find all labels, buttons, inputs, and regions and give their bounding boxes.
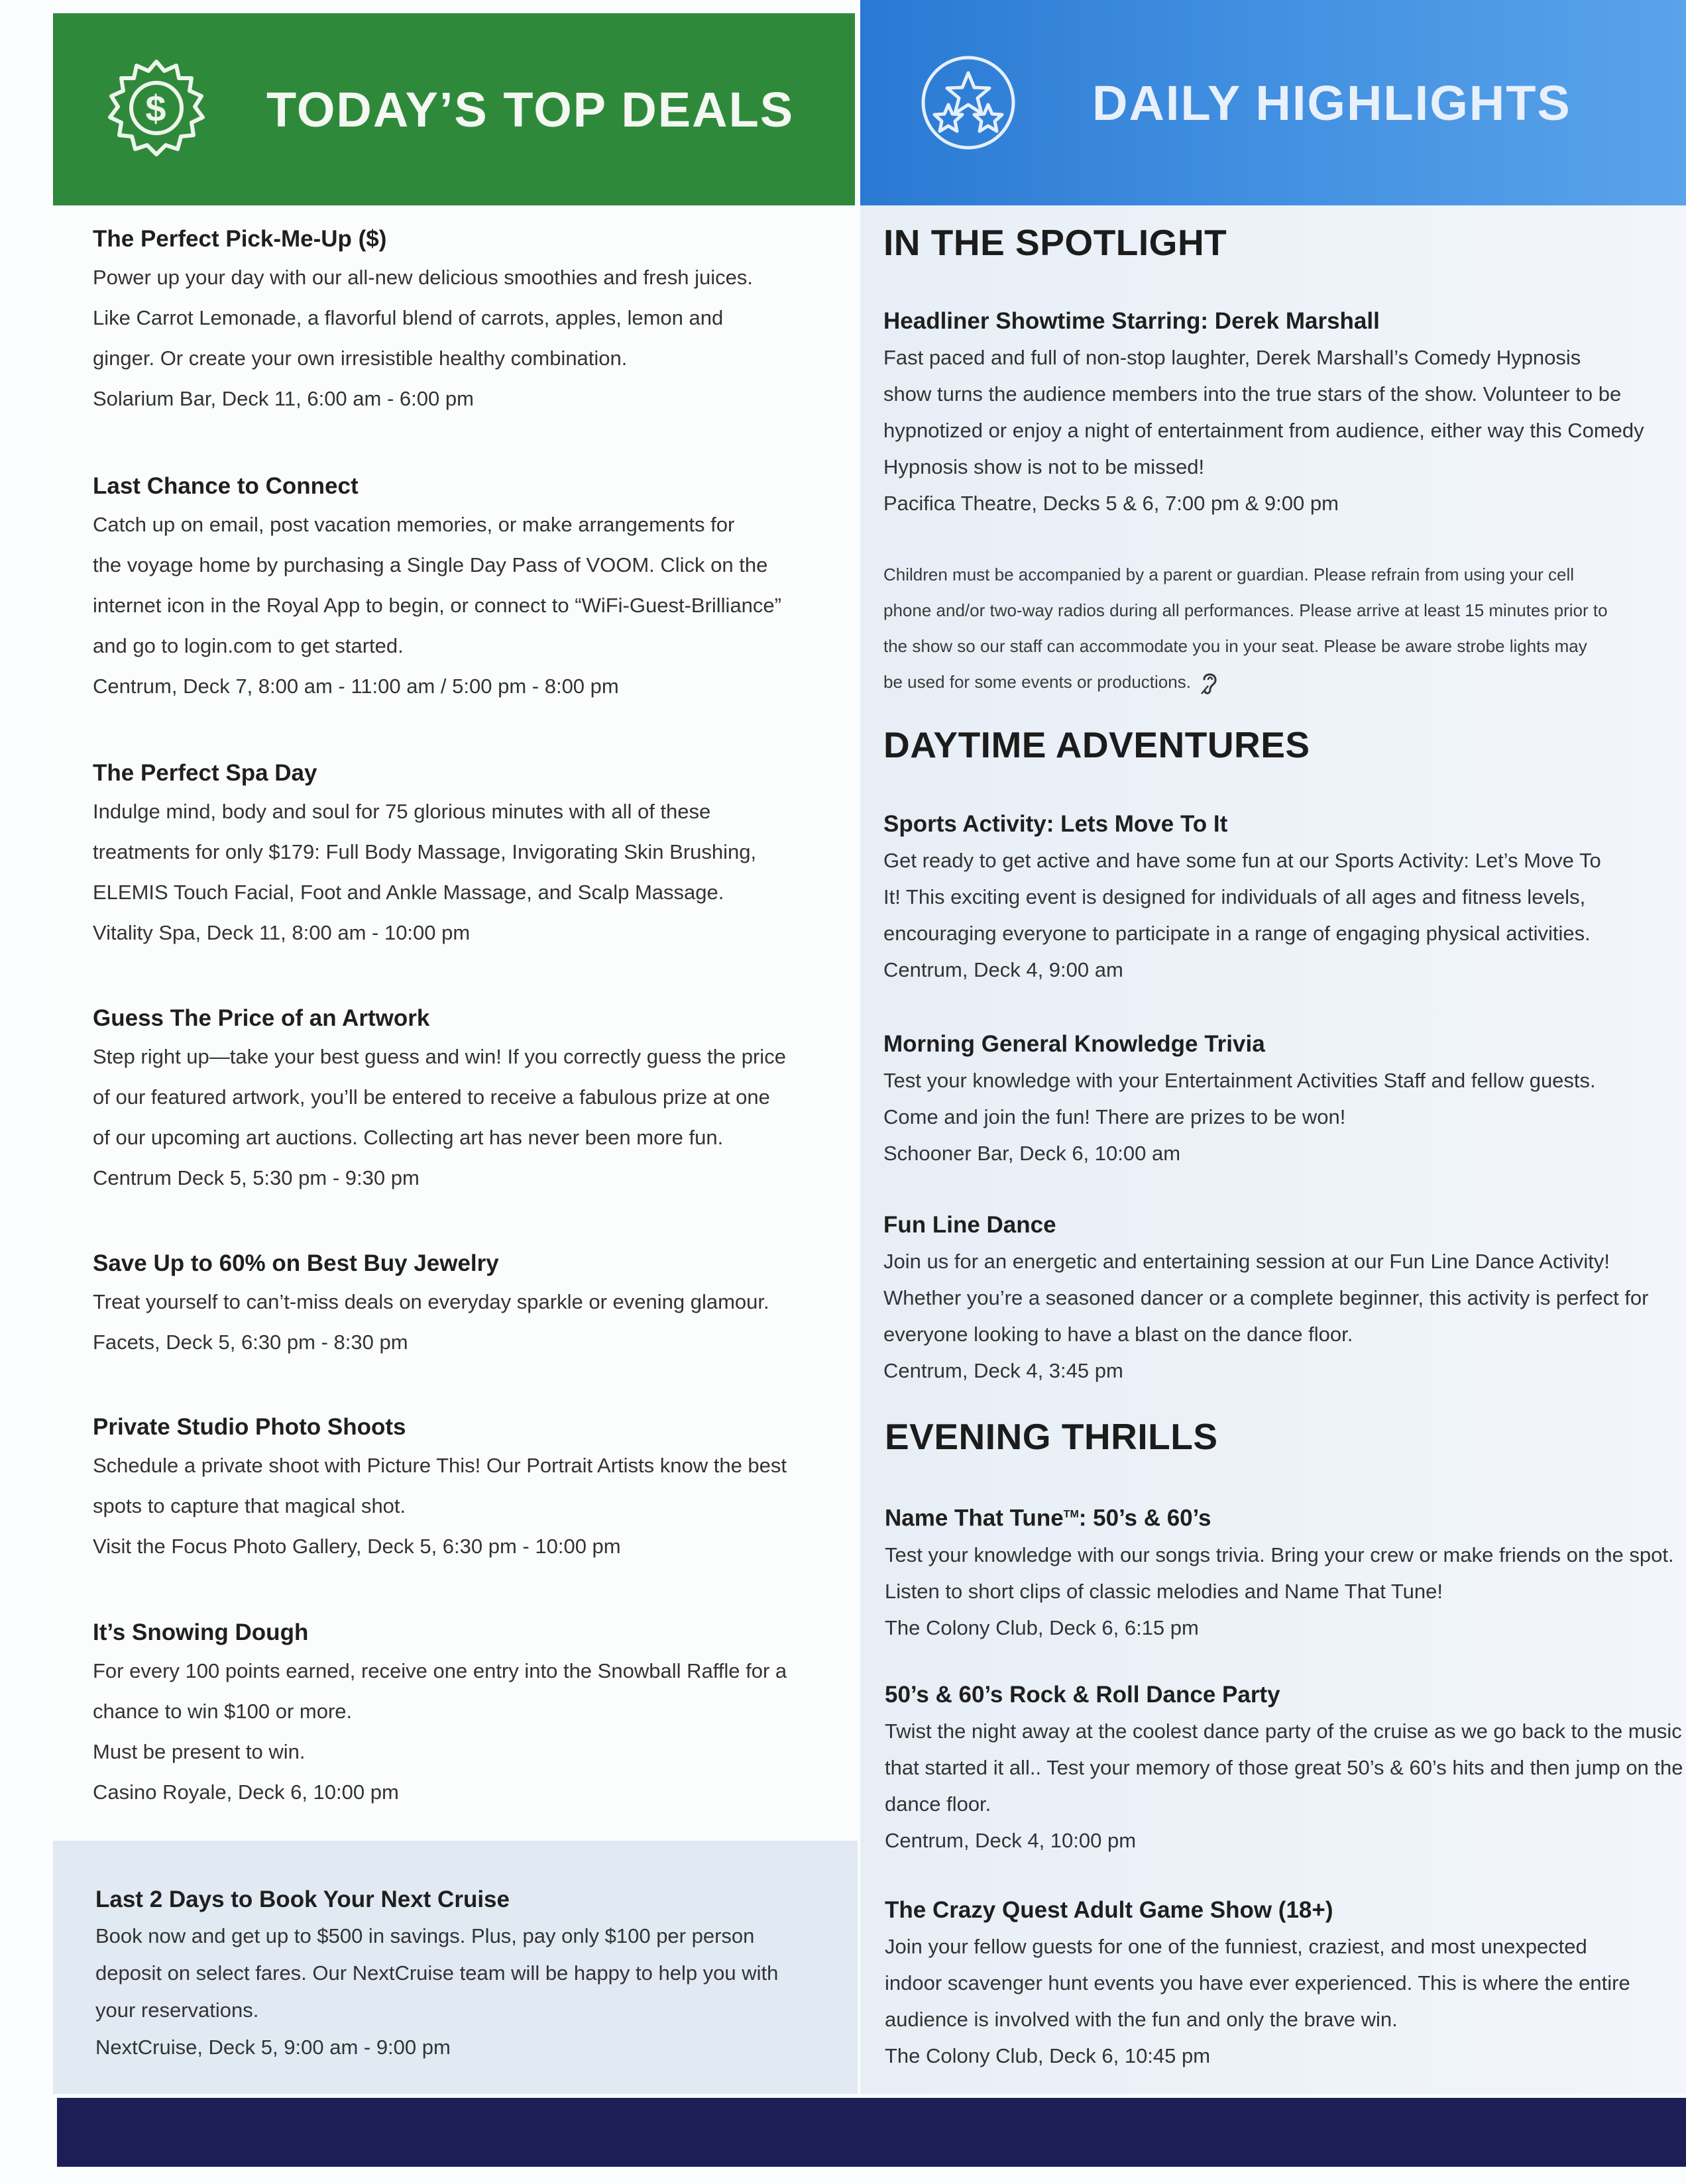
highlight-text: Hypnosis show is not to be missed! [883,455,1205,478]
trademark-mark: TM [1063,1509,1079,1520]
deal-text: treatments for only $179: Full Body Massage, Invigorating Skin Brushing, [93,840,757,863]
deal-text: For every 100 points earned, receive one entry into the Snowball Raffle for a [93,1659,787,1682]
highlight-title: Fun Line Dance [883,1212,1056,1238]
deal-text: of our upcoming art auctions. Collecting art has never been more fun. [93,1126,724,1149]
notice-text: Children must be accompanied by a parent or guardian. Please refrain from using your cell [883,565,1574,584]
highlight-location: Pacifica Theatre, Decks 5 & 6, 7:00 pm & 9:00 pm [883,492,1339,515]
highlights-header [860,0,1686,205]
svg-text:$: $ [145,87,168,129]
highlight-text: Test your knowledge with our songs trivia. Bring your crew or make friends on the spot. [885,1543,1674,1566]
highlight-text: Come and join the fun! There are prizes to be won! [883,1105,1346,1128]
deal-title: It’s Snowing Dough [93,1619,309,1645]
deal-location: Facets, Deck 5, 6:30 pm - 8:30 pm [93,1331,408,1354]
highlight-title: Headliner Showtime Starring: Derek Marshall [883,308,1380,334]
section-heading-evening: EVENING THRILLS [885,1416,1218,1457]
deal-text: deposit on select fares. Our NextCruise team will be happy to help you with [95,1961,779,1985]
deal-location: Centrum Deck 5, 5:30 pm - 9:30 pm [93,1166,420,1189]
deal-text: Like Carrot Lemonade, a flavorful blend of carrots, apples, lemon and [93,306,724,329]
highlight-text: show turns the audience members into the true stars of the show. Volunteer to be [883,382,1622,406]
highlight-location: Centrum, Deck 4, 3:45 pm [883,1359,1123,1382]
stars-circle-icon [919,53,1018,152]
deal-location: Casino Royale, Deck 6, 10:00 pm [93,1780,399,1804]
highlight-location: Schooner Bar, Deck 6, 10:00 am [883,1142,1181,1165]
highlight-text: that started it all.. Test your memory of those great 50’s & 60’s hits and then jump on the [885,1756,1683,1779]
section-heading-spotlight: IN THE SPOTLIGHT [883,222,1227,263]
deal-item [93,1617,787,1812]
footer-bar [57,2098,1686,2167]
highlights-header-title: DAILY HIGHLIGHTS [1092,75,1571,131]
highlight-location: Centrum, Deck 4, 10:00 pm [885,1829,1137,1852]
deal-text: Must be present to win. [93,1740,306,1763]
highlight-text: Twist the night away at the coolest dance party of the cruise as we go back to the music [885,1720,1682,1743]
notice-text: the show so our staff can accommodate you in your seat. Please be aware strobe lights may [883,636,1587,656]
deals-header [53,13,855,205]
highlight-item [883,1029,1596,1172]
deal-text: the voyage home by purchasing a Single Day Pass of VOOM. Click on the [93,553,768,576]
deal-text: Indulge mind, body and soul for 75 glorious minutes with all of these [93,800,711,823]
deal-text: Step right up—take your best guess and win! If you correctly guess the price [93,1045,786,1068]
deal-item [93,758,756,953]
deals-header-title: TODAY’S TOP DEALS [266,82,795,137]
highlight-item [885,1680,1683,1859]
deal-text: chance to win $100 or more. [93,1700,353,1723]
deal-location: NextCruise, Deck 5, 9:00 am - 9:00 pm [95,2036,451,2059]
deal-text: ginger. Or create your own irresistible healthy combination. [93,347,628,370]
highlight-text: dance floor. [885,1792,991,1816]
highlight-text: Whether you’re a seasoned dancer or a complete beginner, this activity is perfect for [883,1286,1649,1309]
highlight-item [883,306,1644,521]
deal-item [93,1003,786,1198]
highlight-text: audience is involved with the fun and only the brave win. [885,2008,1398,2031]
performance-notice [883,557,1608,700]
highlight-title: Morning General Knowledge Trivia [883,1031,1265,1057]
highlight-item [883,1210,1649,1389]
notice-text: be used for some events or productions. [883,672,1191,692]
highlight-text: Test your knowledge with your Entertainment Activities Staff and fellow guests. [883,1069,1596,1092]
deal-item [93,1248,769,1362]
deal-item [93,1412,787,1566]
highlight-text: hypnotized or enjoy a night of entertainment from audience, either way this Comedy [883,419,1644,442]
deal-text: internet icon in the Royal App to begin, or connect to “WiFi-Guest-Brilliance” [93,594,781,617]
highlight-location: Centrum, Deck 4, 9:00 am [883,958,1123,981]
deal-location: Vitality Spa, Deck 11, 8:00 am - 10:00 pm [93,921,471,944]
deal-title: Last Chance to Connect [93,473,359,499]
highlight-item [883,809,1601,988]
highlight-text: It! This exciting event is designed for individuals of all ages and fitness levels, [883,885,1586,908]
highlight-title: The Crazy Quest Adult Game Show (18+) [885,1897,1333,1923]
hearing-assist-icon [1200,670,1220,696]
deal-item [93,471,781,706]
deal-title: The Perfect Pick-Me-Up ($) [93,226,387,252]
deal-text: of our featured artwork, you’ll be entered to receive a fabulous prize at one [93,1085,770,1109]
highlight-title: Sports Activity: Lets Move To It [883,811,1228,837]
deal-title: Last 2 Days to Book Your Next Cruise [95,1886,510,1912]
deal-text: and go to login.com to get started. [93,634,404,657]
deal-title: The Perfect Spa Day [93,760,317,786]
deal-text: Schedule a private shoot with Picture This! Our Portrait Artists know the best [93,1454,787,1477]
notice-text: phone and/or two-way radios during all performances. Please arrive at least 15 minutes prior to [883,600,1608,620]
deal-item-promo [95,1884,778,2066]
highlight-location: The Colony Club, Deck 6, 6:15 pm [885,1615,1199,1639]
highlight-location: The Colony Club, Deck 6, 10:45 pm [885,2044,1211,2067]
highlight-text: Join us for an energetic and entertaining session at our Fun Line Dance Activity! [883,1250,1610,1273]
deal-location: Visit the Focus Photo Gallery, Deck 5, 6:30 pm - 10:00 pm [93,1535,621,1558]
deal-title: Private Studio Photo Shoots [93,1414,406,1440]
highlight-text: Get ready to get active and have some fun at our Sports Activity: Let’s Move To [883,849,1601,872]
deal-text: ELEMIS Touch Facial, Foot and Ankle Massage, and Scalp Massage. [93,881,724,904]
highlight-title: Name That Tune™: 50’s & 60’s [885,1505,1211,1531]
deal-text: spots to capture that magical shot. [93,1494,406,1517]
highlight-text: Join your fellow guests for one of the funniest, craziest, and most unexpected [885,1935,1587,1958]
highlight-text: indoor scavenger hunt events you have ever experienced. This is where the entire [885,1971,1630,1994]
deal-text: Treat yourself to can’t-miss deals on everyday sparkle or evening glamour. [93,1290,769,1313]
deal-text: Book now and get up to $500 in savings. Plus, pay only $100 per person [95,1924,755,1947]
deal-text: your reservations. [95,1998,259,2022]
highlight-text: encouraging everyone to participate in a range of engaging physical activities. [883,922,1591,945]
highlight-item [885,1500,1674,1646]
deal-text: Power up your day with our all-new delicious smoothies and fresh juices. [93,266,753,289]
highlight-item [885,1895,1630,2074]
dollar-badge-icon [103,56,209,162]
deal-title: Save Up to 60% on Best Buy Jewelry [93,1250,499,1276]
deal-title: Guess The Price of an Artwork [93,1005,430,1031]
highlight-text: everyone looking to have a blast on the dance floor. [883,1323,1353,1346]
deal-text: Catch up on email, post vacation memories, or make arrangements for [93,513,735,536]
highlight-text: Fast paced and full of non-stop laughter, Derek Marshall’s Comedy Hypnosis [883,346,1581,369]
highlight-title: 50’s & 60’s Rock & Roll Dance Party [885,1682,1280,1708]
section-heading-daytime: DAYTIME ADVENTURES [883,724,1310,765]
deal-item [93,224,753,419]
highlight-text: Listen to short clips of classic melodies and Name That Tune! [885,1579,1443,1603]
deal-location: Solarium Bar, Deck 11, 6:00 am - 6:00 pm [93,387,474,410]
deal-location: Centrum, Deck 7, 8:00 am - 11:00 am / 5:00 pm - 8:00 pm [93,675,619,698]
